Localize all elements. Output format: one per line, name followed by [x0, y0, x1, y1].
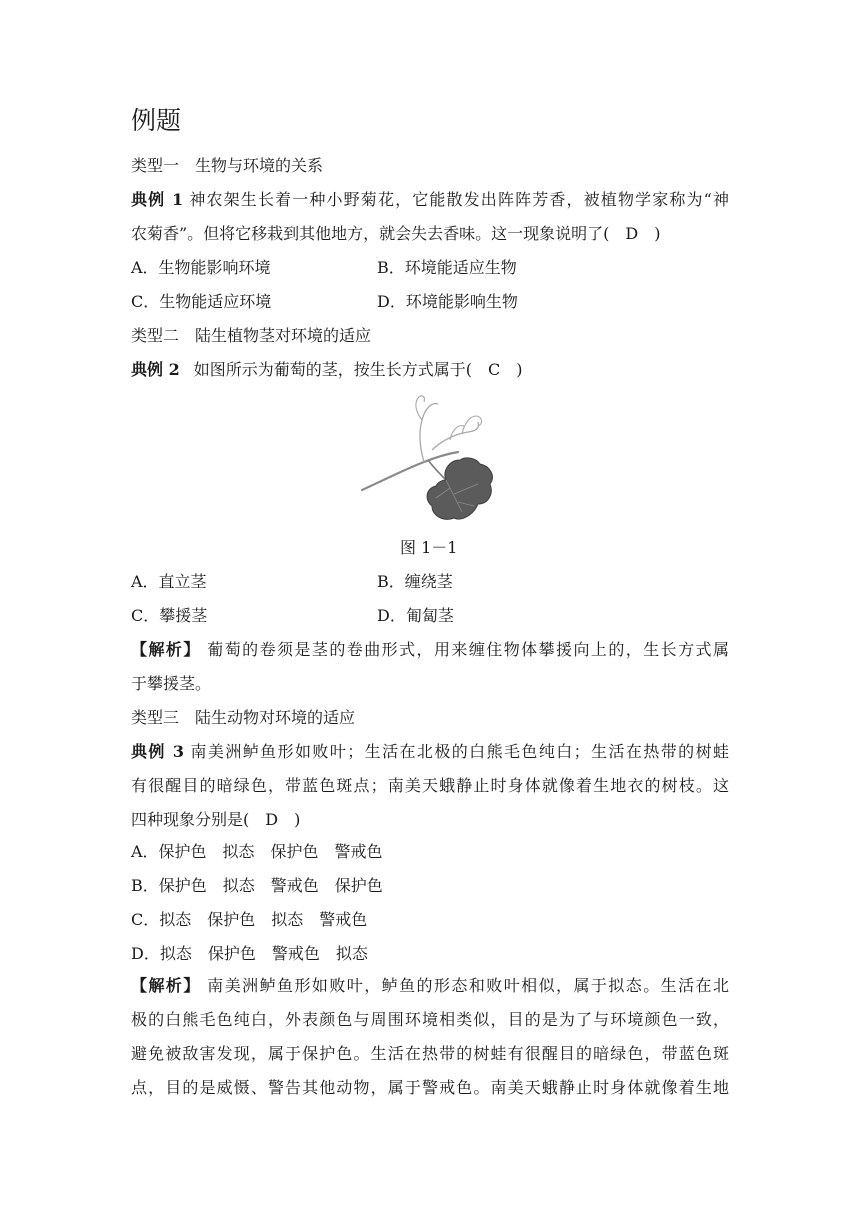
example-1-option-c: C．生物能适应环境	[131, 292, 272, 311]
example-2-label: 典例 2	[131, 360, 180, 379]
example-3-option-a: A．保护色 拟态 保护色 警戒色	[131, 842, 383, 861]
example-2-analysis-line-1	[131, 640, 729, 660]
example-2-option-d: D．匍匐茎	[377, 606, 454, 625]
example-2-analysis-text-1: 葡萄的卷须是茎的卷曲形式，用来缠住物体攀援向上的，生长方式属	[207, 640, 729, 659]
example-3-option-c: C．拟态 保护色 拟态 警戒色	[131, 910, 368, 929]
page-title: 例题	[131, 106, 182, 135]
example-2-option-a: A．直立茎	[131, 572, 207, 591]
example-3-label: 典例 3	[131, 742, 184, 761]
example-1-option-b: B．环境能适应生物	[377, 258, 517, 277]
example-3-text-3: 四种现象分别是( D )	[131, 810, 301, 829]
example-2-stem: 如图所示为葡萄的茎，按生长方式属于( C )	[193, 360, 523, 379]
section-type-1: 类型一 生物与环境的关系	[131, 156, 324, 175]
section-type-2: 类型二 陆生植物茎对环境的适应	[131, 326, 372, 345]
example-3-line-1	[131, 742, 729, 762]
example-3-text-2: 有很醒目的暗绿色，带蓝色斑点；南美天蛾静止时身体就像着生地衣的树枝。这	[131, 776, 729, 795]
example-1-text-2: 农菊香”。但将它移栽到其他地方，就会失去香味。这一现象说明了( D )	[131, 224, 661, 243]
figure-caption: 图 1－1	[400, 538, 458, 557]
example-2-analysis-label: 【解析】	[131, 640, 201, 659]
example-1-option-a: A．生物能影响环境	[131, 258, 271, 277]
example-2-analysis-text-2: 于攀援茎。	[131, 674, 212, 693]
example-3-option-b: B．保护色 拟态 警戒色 保护色	[131, 876, 383, 895]
example-3-text-1: 南美洲鲈鱼形如败叶；生活在北极的白熊毛色纯白；生活在热带的树蛙	[190, 742, 729, 761]
example-3-analysis-line-1	[131, 976, 729, 996]
example-3-analysis-label: 【解析】	[131, 976, 201, 995]
example-3-option-d: D．拟态 保护色 警戒色 拟态	[131, 944, 368, 963]
example-3-analysis-text-4: 点，目的是威慑、警告其他动物，属于警戒色。南美天蛾静止时身体就像着生地	[131, 1078, 729, 1097]
example-3-analysis-text-1: 南美洲鲈鱼形如败叶，鲈鱼的形态和败叶相似，属于拟态。生活在北	[207, 976, 729, 995]
example-1-option-d: D．环境能影响生物	[377, 292, 518, 311]
example-3-analysis-text-3: 避免被敌害发现，属于保护色。生活在热带的树蛙有很醒目的暗绿色，带蓝色斑	[131, 1044, 729, 1063]
example-3-analysis-text-2: 极的白熊毛色纯白，外表颜色与周围环境相类似，目的是为了与环境颜色一致，	[131, 1010, 729, 1029]
example-1-text-1: 神农架生长着一种小野菊花，它能散发出阵阵芳香，被植物学家称为“神	[189, 190, 729, 209]
example-1-line-1	[131, 190, 729, 210]
grape-stem-figure	[358, 394, 498, 526]
example-2-option-c: C．攀援茎	[131, 606, 208, 625]
example-1-label: 典例 1	[131, 190, 184, 209]
section-type-3: 类型三 陆生动物对环境的适应	[131, 708, 356, 727]
example-2-option-b: B．缠绕茎	[377, 572, 453, 591]
example-2-line	[131, 360, 522, 380]
